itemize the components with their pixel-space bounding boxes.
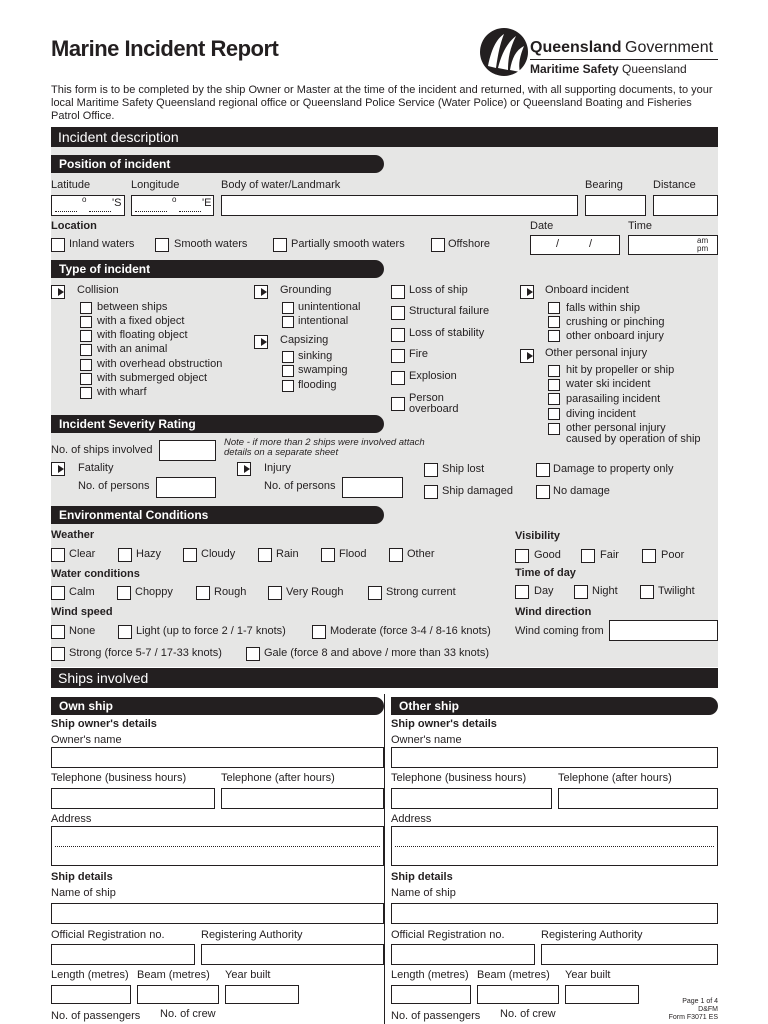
- crushing-label: crushing or pinching: [566, 316, 665, 328]
- other-ship-name-label: Name of ship: [391, 887, 456, 899]
- collision-option-label: with submerged object: [97, 372, 208, 384]
- very-rough-label: Very Rough: [286, 586, 344, 598]
- other-passengers-label: No. of passengers: [391, 1010, 481, 1022]
- inland-waters-label: Inland waters: [69, 238, 135, 250]
- onboard-incident-label: Onboard incident: [545, 284, 629, 296]
- strong-current-checkbox[interactable]: [368, 586, 382, 600]
- body-of-water-label: Body of water/Landmark: [221, 179, 341, 191]
- gale-checkbox[interactable]: [246, 647, 260, 661]
- other-weather-label: Other: [407, 548, 435, 560]
- collision-option-label: with a fixed object: [97, 315, 185, 327]
- bearing-label: Bearing: [585, 179, 623, 191]
- water-ski-checkbox[interactable]: [548, 379, 560, 391]
- light-checkbox[interactable]: [118, 625, 132, 639]
- own-authority-field[interactable]: [201, 944, 384, 965]
- other-registration-label: Official Registration no.: [391, 929, 505, 941]
- moderate-checkbox[interactable]: [312, 625, 326, 639]
- time-label: Time: [628, 220, 653, 232]
- none-label: None: [69, 625, 96, 637]
- other-personal-injury-checkbox[interactable]: [548, 423, 560, 435]
- grounding-label: Grounding: [280, 284, 332, 296]
- cloudy-checkbox[interactable]: [183, 548, 197, 562]
- other-owner-details-label: Ship owner's details: [391, 718, 497, 730]
- diving-label: diving incident: [566, 408, 636, 420]
- smooth-waters-checkbox[interactable]: [155, 238, 169, 252]
- other-crew-label: No. of crew: [500, 1008, 556, 1020]
- agency-rest: Queensland: [622, 62, 687, 76]
- other-ship-name-field[interactable]: [391, 903, 718, 924]
- offshore-checkbox[interactable]: [431, 238, 445, 252]
- damage-property-checkbox[interactable]: [536, 463, 550, 477]
- own-owner-details-label: Ship owner's details: [51, 718, 157, 730]
- pm-label: pm: [697, 244, 709, 253]
- own-registration-field[interactable]: [51, 944, 195, 965]
- note-line2: details on a separate sheet: [224, 447, 339, 458]
- own-address-dots: [55, 846, 380, 847]
- own-ship-name-field[interactable]: [51, 903, 384, 924]
- distance-field[interactable]: [653, 195, 718, 216]
- body-of-water-field[interactable]: [221, 195, 578, 216]
- ships-involved-field[interactable]: [159, 440, 216, 461]
- poor-checkbox[interactable]: [642, 549, 656, 563]
- injury-label: Injury: [264, 462, 291, 474]
- visibility-label: Visibility: [515, 530, 561, 542]
- own-tel-business-label: Telephone (business hours): [51, 772, 187, 784]
- propeller-checkbox[interactable]: [548, 365, 560, 377]
- fatality-persons-field[interactable]: [156, 477, 216, 498]
- rain-label: Rain: [276, 548, 299, 560]
- fair-label: Fair: [600, 549, 619, 561]
- strong-current-label: Strong current: [386, 586, 456, 598]
- strong-label: Strong (force 5-7 / 17-33 knots): [69, 647, 222, 659]
- sinking-checkbox[interactable]: [282, 351, 294, 363]
- fatality-label: Fatality: [78, 462, 114, 474]
- caused-by-label: caused by operation of ship: [566, 433, 701, 445]
- collision-arrow-checkbox[interactable]: [51, 285, 65, 299]
- ship-lost-checkbox[interactable]: [424, 463, 438, 477]
- partially-smooth-checkbox[interactable]: [273, 238, 287, 252]
- own-ship-details-label: Ship details: [51, 871, 113, 883]
- flood-checkbox[interactable]: [321, 548, 335, 562]
- intentional-label: intentional: [298, 315, 349, 327]
- swamping-label: swamping: [298, 364, 348, 376]
- injury-persons-label: No. of persons: [264, 480, 336, 492]
- calm-label: Calm: [69, 586, 95, 598]
- diving-checkbox[interactable]: [548, 408, 560, 420]
- good-checkbox[interactable]: [515, 549, 529, 563]
- date-field[interactable]: [530, 235, 620, 255]
- collision-label: Collision: [77, 284, 119, 296]
- falls-label: falls within ship: [566, 302, 640, 314]
- propeller-label: hit by propeller or ship: [566, 364, 675, 376]
- capsizing-label: Capsizing: [280, 334, 329, 346]
- lon-dots2: [179, 211, 201, 212]
- collision-option-checkbox[interactable]: [80, 316, 92, 328]
- gov-suffix: Government: [625, 39, 714, 56]
- own-owner-name-field[interactable]: [51, 747, 384, 768]
- collision-option-checkbox[interactable]: [80, 387, 92, 399]
- loss-of-stability-label: Loss of stability: [409, 327, 485, 339]
- water-conditions-label: Water conditions: [51, 568, 140, 580]
- page-title: Marine Incident Report: [51, 36, 279, 61]
- swamping-checkbox[interactable]: [282, 365, 294, 377]
- other-personal-label: Other personal injury: [545, 347, 648, 359]
- other-personal-injury-label: other personal injury: [566, 422, 666, 434]
- water-ski-label: water ski incident: [566, 378, 651, 390]
- own-beam-label: Beam (metres): [137, 969, 210, 981]
- hazy-checkbox[interactable]: [118, 548, 132, 562]
- severity-pill: Incident Severity Rating: [51, 415, 384, 433]
- choppy-label: Choppy: [135, 586, 173, 598]
- other-tel-business-label: Telephone (business hours): [391, 772, 527, 784]
- night-checkbox[interactable]: [574, 585, 588, 599]
- footer-form: Form F3071 ES: [668, 1014, 718, 1021]
- collision-option-checkbox[interactable]: [80, 330, 92, 342]
- structural-failure-label: Structural failure: [409, 305, 490, 317]
- other-weather-checkbox[interactable]: [389, 548, 403, 562]
- distance-label: Distance: [653, 179, 696, 191]
- overboard-label: overboard: [409, 403, 459, 415]
- twilight-label: Twilight: [658, 585, 695, 597]
- smooth-waters-label: Smooth waters: [174, 238, 248, 250]
- person-label: Person: [409, 392, 444, 404]
- rough-checkbox[interactable]: [196, 586, 210, 600]
- fatality-arrow-checkbox[interactable]: [51, 462, 65, 476]
- ship-lost-label: Ship lost: [442, 463, 485, 475]
- other-beam-field[interactable]: [477, 985, 559, 1004]
- other-address-label: Address: [391, 813, 432, 825]
- fair-checkbox[interactable]: [581, 549, 595, 563]
- other-address-dots: [395, 846, 714, 847]
- unintentional-checkbox[interactable]: [282, 302, 294, 314]
- loss-of-stability-checkbox[interactable]: [391, 328, 405, 342]
- moderate-label: Moderate (force 3-4 / 8-16 knots): [330, 625, 491, 637]
- incident-description-bar: Incident description: [51, 127, 718, 147]
- own-beam-field[interactable]: [137, 985, 219, 1004]
- environment-pill: Environmental Conditions: [51, 506, 384, 524]
- own-registration-label: Official Registration no.: [51, 929, 165, 941]
- own-tel-after-label: Telephone (after hours): [221, 772, 335, 784]
- rain-checkbox[interactable]: [258, 548, 272, 562]
- intro-text: This form is to be completed by the ship Owner or Master at the time of the incident and returned, with all supporting documents, to your local Maritime Safety Queensland regional office or Queensland Police Service (Water Police) or Queensland Boating and Fisheries Patrol Office.: [51, 84, 713, 122]
- column-divider: [384, 694, 385, 1024]
- choppy-checkbox[interactable]: [117, 586, 131, 600]
- own-year-label: Year built: [225, 969, 271, 981]
- no-damage-checkbox[interactable]: [536, 485, 550, 499]
- wind-speed-label: Wind speed: [51, 606, 113, 618]
- position-pill: Position of incident: [51, 155, 384, 173]
- other-length-label: Length (metres): [391, 969, 469, 981]
- crest-icon: [478, 26, 530, 78]
- bearing-field[interactable]: [585, 195, 646, 216]
- sinking-label: sinking: [298, 350, 333, 362]
- none-checkbox[interactable]: [51, 625, 65, 639]
- strong-checkbox[interactable]: [51, 647, 65, 661]
- own-year-field[interactable]: [225, 985, 299, 1004]
- own-length-label: Length (metres): [51, 969, 129, 981]
- injury-persons-field[interactable]: [342, 477, 403, 498]
- latitude-label: Latitude: [51, 179, 91, 191]
- day-label: Day: [534, 585, 554, 597]
- wind-direction-label: Wind direction: [515, 606, 592, 618]
- person-overboard-checkbox[interactable]: [391, 397, 405, 411]
- falls-checkbox[interactable]: [548, 302, 560, 314]
- other-authority-label: Registering Authority: [541, 929, 643, 941]
- other-owner-name-field[interactable]: [391, 747, 718, 768]
- structural-failure-checkbox[interactable]: [391, 306, 405, 320]
- other-beam-label: Beam (metres): [477, 969, 550, 981]
- other-tel-business-field[interactable]: [391, 788, 552, 809]
- no-damage-label: No damage: [553, 485, 610, 497]
- collision-option-checkbox[interactable]: [80, 359, 92, 371]
- other-ship-details-label: Ship details: [391, 871, 453, 883]
- own-tel-after-field[interactable]: [221, 788, 384, 809]
- unintentional-label: unintentional: [298, 301, 361, 313]
- hazy-label: Hazy: [136, 548, 162, 560]
- cloudy-label: Cloudy: [201, 548, 236, 560]
- footer-dept: D&FM: [698, 1006, 718, 1013]
- am-label: am: [697, 236, 709, 245]
- own-passengers-label: No. of passengers: [51, 1010, 141, 1022]
- type-pill: Type of incident: [51, 260, 384, 278]
- other-onboard-checkbox[interactable]: [548, 330, 560, 342]
- fire-checkbox[interactable]: [391, 349, 405, 363]
- day-checkbox[interactable]: [515, 585, 529, 599]
- e-mark: 'E: [202, 197, 212, 209]
- footer-page: Page 1 of 4: [682, 998, 718, 1005]
- poor-label: Poor: [661, 549, 685, 561]
- clear-checkbox[interactable]: [51, 548, 65, 562]
- deg-mark: o: [82, 195, 87, 204]
- other-length-field[interactable]: [391, 985, 471, 1004]
- injury-arrow-checkbox[interactable]: [237, 462, 251, 476]
- offshore-label: Offshore: [448, 238, 490, 250]
- other-personal-arrow-checkbox[interactable]: [520, 349, 534, 363]
- other-tel-after-label: Telephone (after hours): [558, 772, 672, 784]
- gov-name: Queensland: [530, 39, 622, 56]
- collision-option-label: with overhead obstruction: [97, 358, 223, 370]
- lat-dots: [55, 211, 77, 212]
- capsizing-arrow-checkbox[interactable]: [254, 335, 268, 349]
- ships-involved-bar: Ships involved: [51, 668, 718, 688]
- crushing-checkbox[interactable]: [548, 316, 560, 328]
- own-owner-name-label: Owner's name: [51, 734, 122, 746]
- clear-label: Clear: [69, 548, 96, 560]
- own-ship-name-label: Name of ship: [51, 887, 116, 899]
- collision-option-label: with wharf: [97, 386, 147, 398]
- lat-dots2: [89, 211, 111, 212]
- own-length-field[interactable]: [51, 985, 131, 1004]
- loss-of-ship-label: Loss of ship: [409, 284, 468, 296]
- parasailing-label: parasailing incident: [566, 393, 661, 405]
- flooding-label: flooding: [298, 379, 337, 391]
- collision-option-label: with an animal: [97, 343, 168, 355]
- good-label: Good: [534, 549, 561, 561]
- flood-label: Flood: [339, 548, 367, 560]
- damage-property-label: Damage to property only: [553, 463, 674, 475]
- other-registration-field[interactable]: [391, 944, 535, 965]
- other-onboard-label: other onboard injury: [566, 330, 664, 342]
- agency-bold: Maritime Safety: [530, 62, 619, 76]
- time-of-day-label: Time of day: [515, 567, 576, 579]
- date-label: Date: [530, 220, 554, 232]
- weather-label: Weather: [51, 529, 95, 541]
- explosion-label: Explosion: [409, 370, 457, 382]
- loss-of-ship-checkbox[interactable]: [391, 285, 405, 299]
- collision-option-label: with floating object: [97, 329, 188, 341]
- twilight-checkbox[interactable]: [640, 585, 654, 599]
- other-tel-after-field[interactable]: [558, 788, 718, 809]
- explosion-checkbox[interactable]: [391, 371, 405, 385]
- wind-coming-label: Wind coming from: [515, 625, 604, 637]
- ships-involved-label: No. of ships involved: [51, 444, 153, 456]
- fatality-persons-label: No. of persons: [78, 480, 150, 492]
- rough-label: Rough: [214, 586, 247, 598]
- gale-label: Gale (force 8 and above / more than 33 knots): [264, 647, 490, 659]
- other-year-label: Year built: [565, 969, 611, 981]
- collision-option-checkbox[interactable]: [80, 344, 92, 356]
- collision-option-label: between ships: [97, 301, 168, 313]
- own-crew-label: No. of crew: [160, 1008, 216, 1020]
- calm-checkbox[interactable]: [51, 586, 65, 600]
- onboard-incident-arrow-checkbox[interactable]: [520, 285, 534, 299]
- ship-damaged-checkbox[interactable]: [424, 485, 438, 499]
- own-address-label: Address: [51, 813, 92, 825]
- grounding-arrow-checkbox[interactable]: [254, 285, 268, 299]
- ship-damaged-label: Ship damaged: [442, 485, 513, 497]
- other-owner-name-label: Owner's name: [391, 734, 462, 746]
- lon-dots: [135, 211, 167, 212]
- collision-option-checkbox[interactable]: [80, 302, 92, 314]
- intentional-checkbox[interactable]: [282, 316, 294, 328]
- other-ship-pill: Other ship: [391, 697, 718, 715]
- fire-label: Fire: [409, 348, 428, 360]
- longitude-label: Longitude: [131, 179, 180, 191]
- light-label: Light (up to force 2 / 1-7 knots): [136, 625, 286, 637]
- very-rough-checkbox[interactable]: [268, 586, 282, 600]
- deg-mark2: o: [172, 195, 177, 204]
- other-year-field[interactable]: [565, 985, 639, 1004]
- location-label: Location: [51, 220, 97, 232]
- collision-option-checkbox[interactable]: [80, 373, 92, 385]
- other-authority-field[interactable]: [541, 944, 718, 965]
- own-authority-label: Registering Authority: [201, 929, 303, 941]
- own-ship-pill: Own ship: [51, 697, 384, 715]
- wind-coming-field[interactable]: [609, 620, 718, 641]
- partially-smooth-label: Partially smooth waters: [291, 238, 405, 250]
- own-tel-business-field[interactable]: [51, 788, 215, 809]
- night-label: Night: [592, 585, 618, 597]
- inland-waters-checkbox[interactable]: [51, 238, 65, 252]
- note-line1: Note - if more than 2 ships were involved attach: [224, 437, 425, 448]
- s-mark: 'S: [112, 197, 122, 209]
- date-slash-2: /: [589, 238, 593, 250]
- date-slash-1: /: [556, 238, 560, 250]
- queensland-government-logo: [478, 26, 718, 78]
- flooding-checkbox[interactable]: [282, 380, 294, 392]
- parasailing-checkbox[interactable]: [548, 393, 560, 405]
